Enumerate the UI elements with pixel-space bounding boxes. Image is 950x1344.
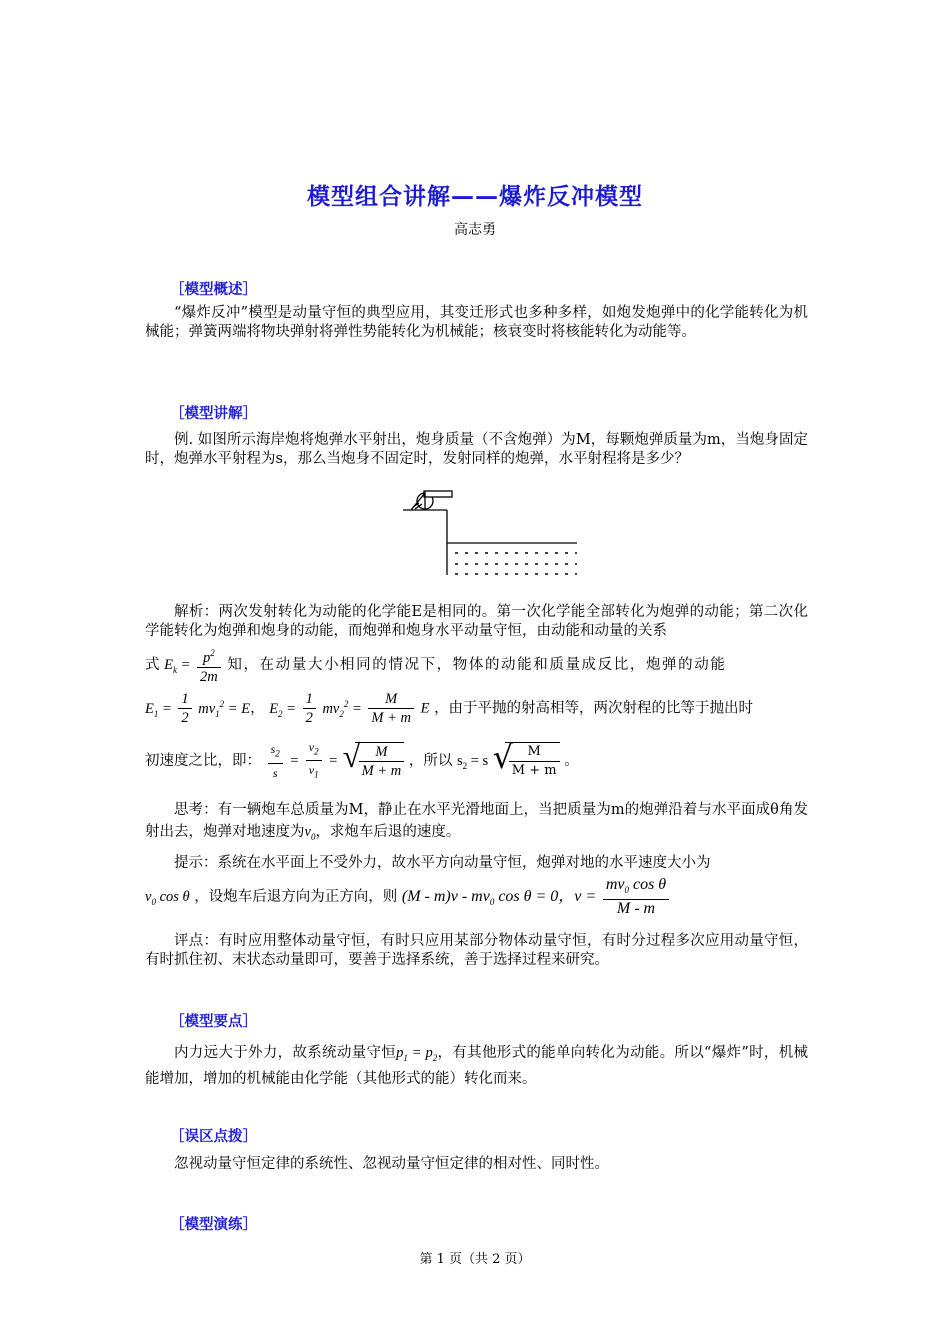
hint-line2-mid: ，设炮车后退方向为正方向，则 [194,889,398,906]
section-mistakes-heading: ［误区点拨］ [170,1129,257,1145]
think-text: 思考：有一辆炮车总质量为M，静止在水平光滑地面上，当把质量为m的炮弹沿着与水平面成θ角发射出去，炮弹对地速度为 [145,802,808,840]
analysis-paragraph: 解析：两次发射转化为动能的化学能E是相同的。第一次化学能全部转化为炮弹的动能；第二次化学能转化为炮弹和炮身的动能，而炮弹和炮身水平动量守恒，由动能和动量的关系 [145,604,808,639]
analysis-line3-pre: 式 [145,656,160,673]
example-paragraph: 例. 如图所示海岸炮将炮弹水平射出，炮身质量（不含炮弹）为M，每颗炮弹质量为m，当炮身固定时，炮弹水平射程为s，那么当炮身不固定时，发射同样的炮弹，水平射程将是多少？ [145,432,808,467]
page-title: 模型组合讲解——爆炸反冲模型 [307,184,643,210]
analysis-line5-mid: ，所以 [408,752,453,769]
mistakes-paragraph: 忽视动量守恒定律的系统性、忽视动量守恒定律的相对性、同时性。 [174,1156,609,1172]
hint-line-formula: $v_0$ cos θ ，设炮车后退方向为正方向，则 $(M - m)v - mv_0$ cos θ = 0，v = $\frac{mv_0 \cos \theta}{M - m}$ [145,876,671,918]
analysis-line-ratio: 初速度之比，即： $\frac{s_2}{s}$ = $\frac{v_2}{v_1}$ = √ $\frac{M}{M + m}$ ，所以 $s_2 = s$ √ $\frac{M}{M + m}$ 。 [145,738,579,784]
section-explain-heading: ［模型讲解］ [170,406,257,422]
analysis-line-kinetic-formula: 式 $E_k$ = $\frac{p^2}{2m}$ 知，在动量大小相同的情况下，物体的动能和质量成反比，炮弹的动能 [145,644,726,686]
page-footer: 第 1 页（共 2 页） [419,1252,531,1267]
cannon-figure [395,485,585,580]
section-overview-heading: ［模型概述］ [170,282,257,298]
comment-paragraph: 评点：有时应用整体动量守恒，有时只应用某部分物体动量守恒，有时分过程多次应用动量守恒，有时抓住初、末状态动量即可，要善于选择系统，善于选择过程来研究。 [145,933,808,968]
analysis-line5-end: 。 [564,752,579,769]
think-paragraph: 思考：有一辆炮车总质量为M，静止在水平光滑地面上，当把质量为m的炮弹沿着与水平面成θ角发射出去，炮弹对地速度为$v_0$，求炮车后退的速度。 [145,802,808,842]
cannon-barrel [424,491,452,497]
points-post: ，有其他形式的能单向转化为动能。所以“爆炸”时，机械能增加，增加的机械能由化学能（其他形式的能）转化而来。 [145,1045,808,1087]
analysis-line4-post: ，由于平抛的射高相等，两次射程的比等于抛出时 [434,700,754,717]
think-end: ，求炮车后退的速度。 [315,824,461,840]
overview-paragraph: “爆炸反冲”模型是动量守恒的典型应用，其变迁形式也多种多样，如炮发炮弹中的化学能转化为机械能；弹簧两端将物块弹射将弹性势能转化为机械能；核衰变时将核能转化为动能等。 [145,305,808,340]
analysis-line-energies: $E_1$ = $\frac{1}{2}$ $mv_1^2 = E$， $E_2$ = $\frac{1}{2}$ $mv_2^2$ = $\frac{M}{M + m}$ E ，由于平抛的射高相等，两次射程的比等于抛出时 [145,691,754,726]
points-pre: 内力远大于外力，故系统动量守恒 [174,1045,397,1061]
author: 高志勇 [454,222,496,238]
hint-paragraph: 提示：系统在水平面上不受外力，故水平方向动量守恒，炮弹对地的水平速度大小为 [174,855,711,871]
points-paragraph: 内力远大于外力，故系统动量守恒$p_1 = p_2$，有其他形式的能单向转化为动能。所以“爆炸”时，机械能增加，增加的机械能由化学能（其他形式的能）转化而来。 [145,1045,808,1087]
analysis-line5-pre: 初速度之比，即： [145,752,261,769]
analysis-line3-post: 知，在动量大小相同的情况下，物体的动能和质量成反比，炮弹的动能 [227,656,727,673]
section-practice-heading: ［模型演练］ [170,1217,257,1233]
section-points-heading: ［模型要点］ [170,1014,257,1030]
